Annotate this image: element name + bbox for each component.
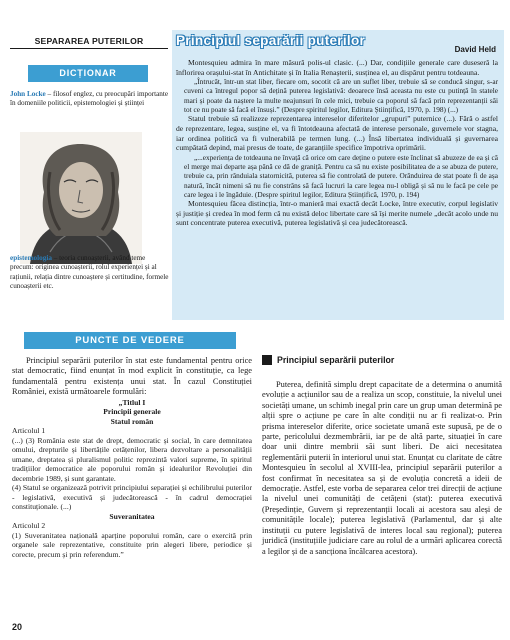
right-column-paragraph: Puterea, definită simplu drept capacitate de a determina o anumită evoluție a acțiunilor sau de a realiza un scop, constituie, la nivelul unei societăți umane, un schimb inegal prin care un grup uman determină pe alții spre o acțiune pe care în alte condiții nu ar fi realizat-o. Prin prisma intereselor diferite, orice societate umană este supusă, pe de o parte, pericolului dezmembrării, iar pe de altă parte, situației în care doar unii dintre membrii săi sunt liberi. De aici necesitatea reglementării puterii în interiorul unui stat. Enunțat cu claritate de către Montesquieu în secolul al XVIII-lea, principiul separării puterilor a fost confirmat în necesitatea sa și de evoluția concretă a ideii de democrație. Astfel, este vorba de separarea celor trei direcții de acțiune la nivelul unei comunități de cetățeni (stat): puterea executivă (Președinție, Guvern și reprezentanții locali ai acestora sau aleși de comunitățile locale); puterea legislativă (Parlamentul, dar și alte instituții cu putere legislativă de interes local sau regional); puterea juridică (instituțiile judiciare care au rolul de a urmări aplicarea corectă a legilor și de a sancționa încălcarea acestora). <box>262 380 502 556</box>
dictionary-entry-locke <box>10 90 170 109</box>
points-of-view-header: PUNCTE DE VEDERE <box>24 332 236 349</box>
article-title: Principiul separării puterilor <box>176 33 366 48</box>
article-paragraph: Montesquieu admira în mare măsură polis-ul clasic. (...) Dar, condițiile generale care duseseră la înflorirea orașului-stat în Antichitate și în Italia Renașterii, susținea el, au dispărut pentru totdeauna. <box>176 58 498 77</box>
right-column-header <box>262 355 394 365</box>
constitution-text: (1) Suveranitatea națională aparține poporului român, care o exercită prin organele sale reprezentative, constituite prin alegeri libere, periodice și corecte, precum și prin referendum.” <box>12 530 252 559</box>
page-number: 20 <box>12 622 23 632</box>
article-number: Articolul 1 <box>12 426 46 436</box>
dictionary-definition: – teoria cunoașterii, având teme precum: originea cunoașterii, rolul experienței și al rațiunii, relația dintre cunoaștere și certitudine, formele cunoașterii etc. <box>10 254 169 290</box>
pov-intro: Principiul separării puterilor în stat este fundamental pentru orice stat democratic, fiind enunțat în mod explicit în constituție, ca lege fundamentală pentru existența unui stat. În cazul Constituției României, există următoarele formulări: <box>12 356 252 397</box>
constitution-text: (4) Statul se organizează potrivit principiului separației și echilibrului puterilor - legislativă, executivă și judecătorească - în cadrul democrației constituționale. (...) <box>12 483 252 512</box>
dictionary-header: DICȚIONAR <box>28 65 148 82</box>
article-number: Articolul 2 <box>12 521 46 531</box>
article-quote: „...experiența de totdeauna ne învață că orice om care deține o putere este înclinat să abuzeze de ea și că el merge mai departe așa până ce dă de graniță. Pentru ca să nu existe posibilitatea de a se abuza de putere, trebuie ca, prin rânduiala statornicită, puterea să fie controlată de putere. Orânduirea de stat poate fi de așa natură, încât nimeni să nu fie constrâns să facă lucruri la care legea nu-l obligă și să nu le facă pe cele pe care legea i le îngăduie. (Despre spiritul legilor, Editura Științifică, 1970, p. 194) <box>184 152 498 199</box>
article-quote: „Întrucât, într-un stat liber, fiecare om, socotit că are un suflet liber, trebuie să se conducă singur, s-ar cuveni ca întregul popor să dețină puterea legislativă: deoarece însă aceasta nu este cu putință în statele mari și poate da naștere la multe neajunsuri în cele mici, trebuie ca poporul să facă prin reprezentanții săi tot ce nu poate să facă el însuși.” (Despre spiritul legilor, Editura Științifică, 1970, p. 198) (...) <box>184 77 498 115</box>
square-bullet-icon <box>262 355 272 365</box>
section-label: SEPARAREA PUTERILOR <box>10 36 168 49</box>
article-paragraph: Montesquieu făcea distincția, într-o manieră mai exactă decât Locke, între executiv, corpul legislativ și justiție și credea în mod ferm că nu există deloc libertate care să își merite numele „decât acolo unde nu sunt concentrate puterea executivă, puterea legislativă și cea judecătorească. <box>176 199 498 228</box>
constitution-subtitle: Principii generale <box>103 407 161 417</box>
right-column-text <box>262 380 502 557</box>
constitution-text: (...) (3) România este stat de drept, democratic și social, în care demnitatea omului, drepturile și libertățile cetățenilor, libera dezvoltare a personalității umane, dreptatea și pluralismul politic reprezintă valori supreme, în spiritul tradițiilor democratice ale poporului român și idealurilor Revoluției din decembrie 1989, și sunt garantate. <box>12 435 252 483</box>
dictionary-term: John Locke <box>10 90 46 98</box>
article-paragraph: Statul trebuie să realizeze reprezentarea intereselor diferitelor „grupuri” puternice (...). Fără o astfel de reprezentare, legea, susține el, va fi întotdeauna afectată de interese personale, guvernele vor stagna, iar ordinea politică va fi vulnerabilă pe termen lung. (...) Însă libertatea individuală și guvernarea cumpătată depind, mai presus de toate, de garanțiile specifice împotriva oprimării. <box>176 114 498 153</box>
constitution-subtitle: Statul român <box>110 416 154 426</box>
points-of-view-text <box>12 356 252 559</box>
dictionary-term: epistemologia <box>10 254 52 262</box>
constitution-subtitle: Suveranitatea <box>109 511 155 521</box>
right-column-title: Principiul separării puterilor <box>277 355 395 365</box>
constitution-title: „Titlul I <box>118 397 146 407</box>
locke-portrait <box>20 132 142 264</box>
article-author: David Held <box>454 45 496 54</box>
article-text <box>176 58 498 228</box>
dictionary-definition: – filosof englez, cu preocupări importante în domeniile politicii, epistemologiei și științei <box>10 90 169 108</box>
dictionary-entry-epistemology <box>10 254 170 291</box>
